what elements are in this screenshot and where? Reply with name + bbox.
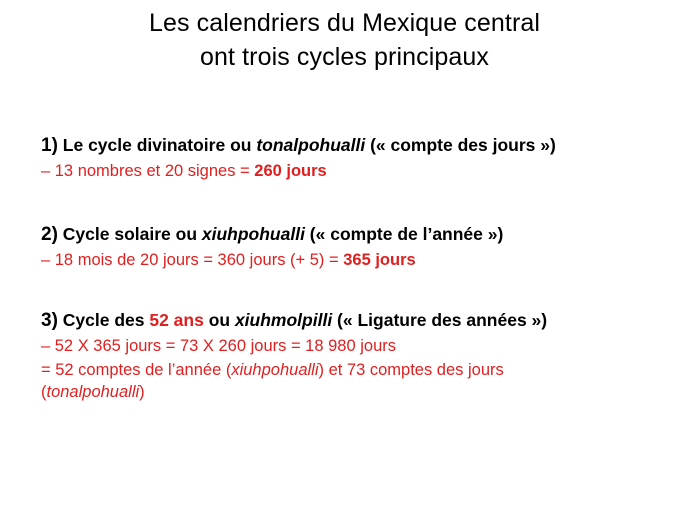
section-number: 2) [41, 224, 58, 245]
heading-gloss: (« Ligature des années ») [332, 310, 548, 330]
heading-highlight: 52 ans [149, 310, 204, 330]
heading-gloss: (« compte de l’année ») [304, 224, 504, 244]
section-xiuhmolpilli [41, 308, 671, 403]
section-tonalpohualli [41, 133, 671, 182]
section-detail-line-2 [41, 359, 671, 381]
detail-paren-close: ) [139, 383, 145, 401]
heading-italic-term: xiuhmolpilli [234, 310, 333, 330]
section-xiuhpohualli [41, 222, 671, 271]
heading-gloss: (« compte des jours ») [365, 135, 556, 155]
heading-text: Cycle des [62, 310, 150, 330]
section-heading [41, 308, 671, 333]
detail-highlight: 365 jours [343, 251, 416, 269]
detail-text: – 13 nombres et 20 signes = [41, 162, 255, 180]
section-number: 3) [41, 310, 58, 331]
heading-text: Le cycle divinatoire ou [62, 135, 257, 155]
section-number: 1) [41, 135, 58, 156]
slide-title-line-1: Les calendriers du Mexique central [148, 9, 541, 37]
heading-italic-term: xiuhpohualli [201, 224, 305, 244]
detail-italic-term: tonalpohualli [46, 383, 140, 401]
detail-text: – 18 mois de 20 jours = 360 jours (+ 5) = [41, 251, 344, 269]
section-detail-line-1: – 52 X 365 jours = 73 X 260 jours = 18 980 jours [41, 337, 396, 355]
heading-text-mid: ou [203, 310, 235, 330]
section-heading [41, 133, 671, 158]
section-detail [41, 249, 671, 271]
heading-italic-term: tonalpohualli [256, 135, 366, 155]
slide-title-line-2: ont trois cycles principaux [200, 43, 489, 71]
detail-text: = 52 comptes de l’année ( [41, 361, 232, 379]
detail-paren-open: ( [41, 383, 47, 401]
detail-highlight: 260 jours [254, 162, 327, 180]
detail-italic-term: xiuhpohualli [231, 361, 319, 379]
detail-text-mid: ) et 73 comptes des jours [318, 361, 504, 379]
section-detail-line-3 [41, 381, 671, 403]
heading-text: Cycle solaire ou [62, 224, 202, 244]
section-detail [41, 160, 671, 182]
section-heading [41, 222, 671, 247]
slide-title [0, 6, 689, 74]
